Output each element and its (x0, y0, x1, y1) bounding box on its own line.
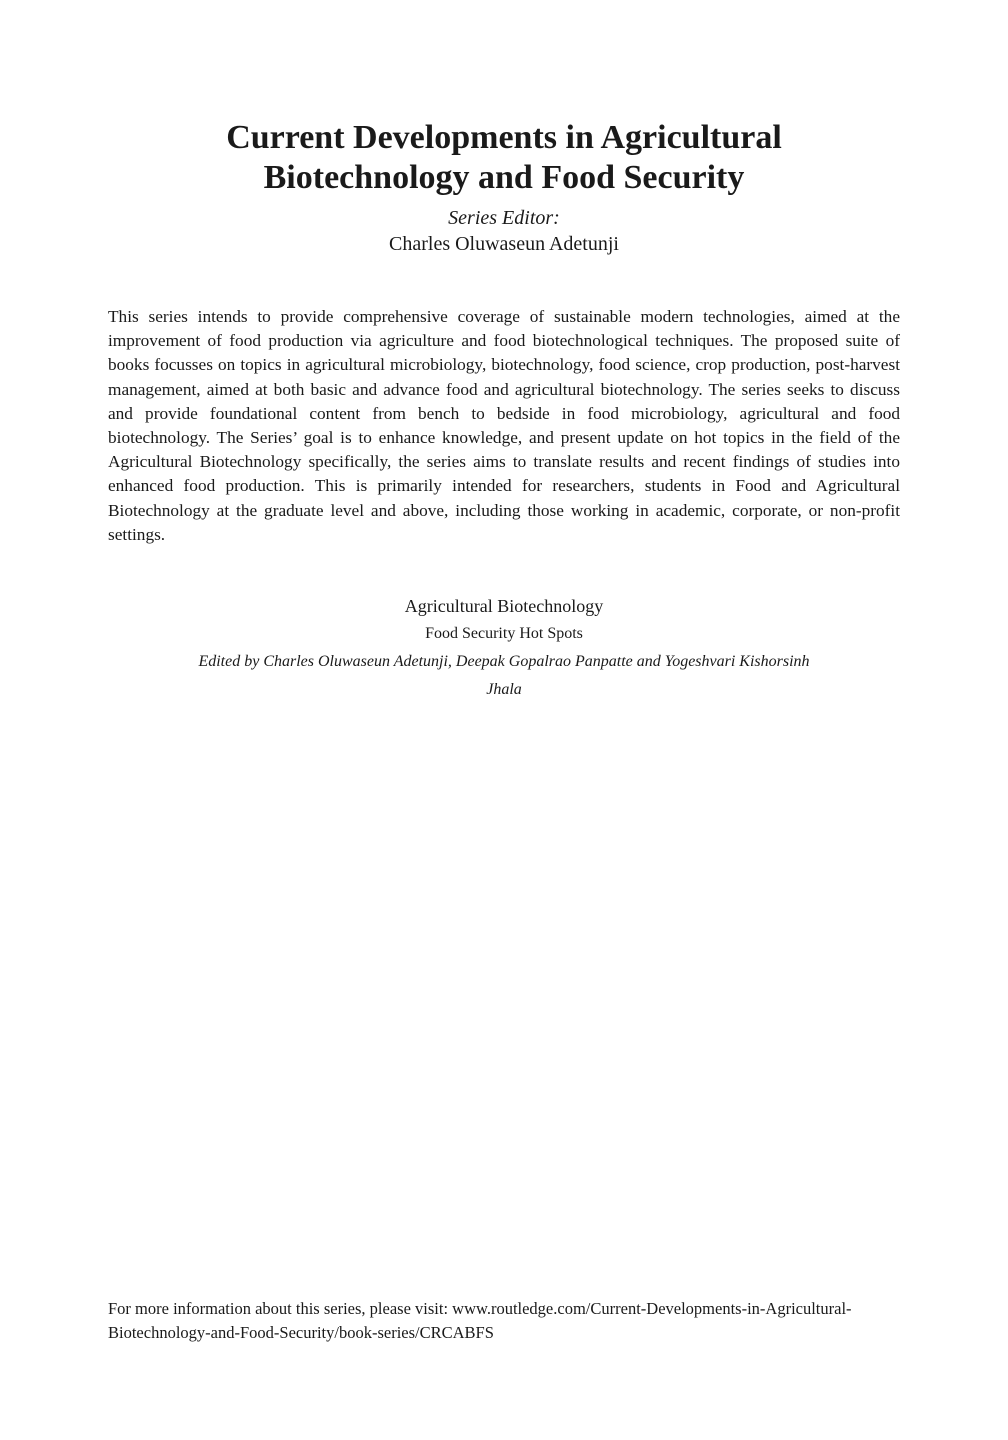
book-editors: Edited by Charles Oluwaseun Adetunji, Deepak Gopalrao Panpatte and Yogeshvari Kishorsinh Jhala (198, 653, 810, 698)
series-info-footer: For more information about this series, please visit: www.routledge.com/Current-Developments-in-Agricultural-Biotechnology-and-Food-Security/book-series/CRCABFS (108, 1299, 852, 1342)
series-title-line-2: Biotechnology and Food Security (263, 159, 745, 196)
series-editor-name: Charles Oluwaseun Adetunji (389, 233, 619, 255)
series-description: This series intends to provide comprehensive coverage of sustainable modern technologies, aimed at the improvement of food production via agriculture and food biotechnological techniques. The proposed suite of books focusses on topics in agricultural microbiology, biotechnology, food science, crop production, post-harvest management, aimed at both basic and advance food and agricultural biotechnology. The series seeks to discuss and provide foundational content from bench to bedside in food microbiology, agricultural and food biotechnology. The Series’ goal is to enhance knowledge, and present update on hot topics in the field of the Agricultural Biotechnology specifically, the series aims to translate results and recent findings of studies into enhanced food production. This is primarily intended for researchers, students in Food and Agricultural Biotechnology at the graduate level and above, including those working in academic, corporate, or non-profit settings. (108, 307, 900, 544)
series-title-line-1: Current Developments in Agricultural (226, 119, 782, 156)
series-editor-label: Series Editor: (448, 207, 560, 229)
series-title (0, 118, 1008, 198)
book-list (0, 592, 1008, 704)
book-title: Agricultural Biotechnology (404, 596, 604, 616)
book-subtitle: Food Security Hot Spots (425, 625, 583, 642)
